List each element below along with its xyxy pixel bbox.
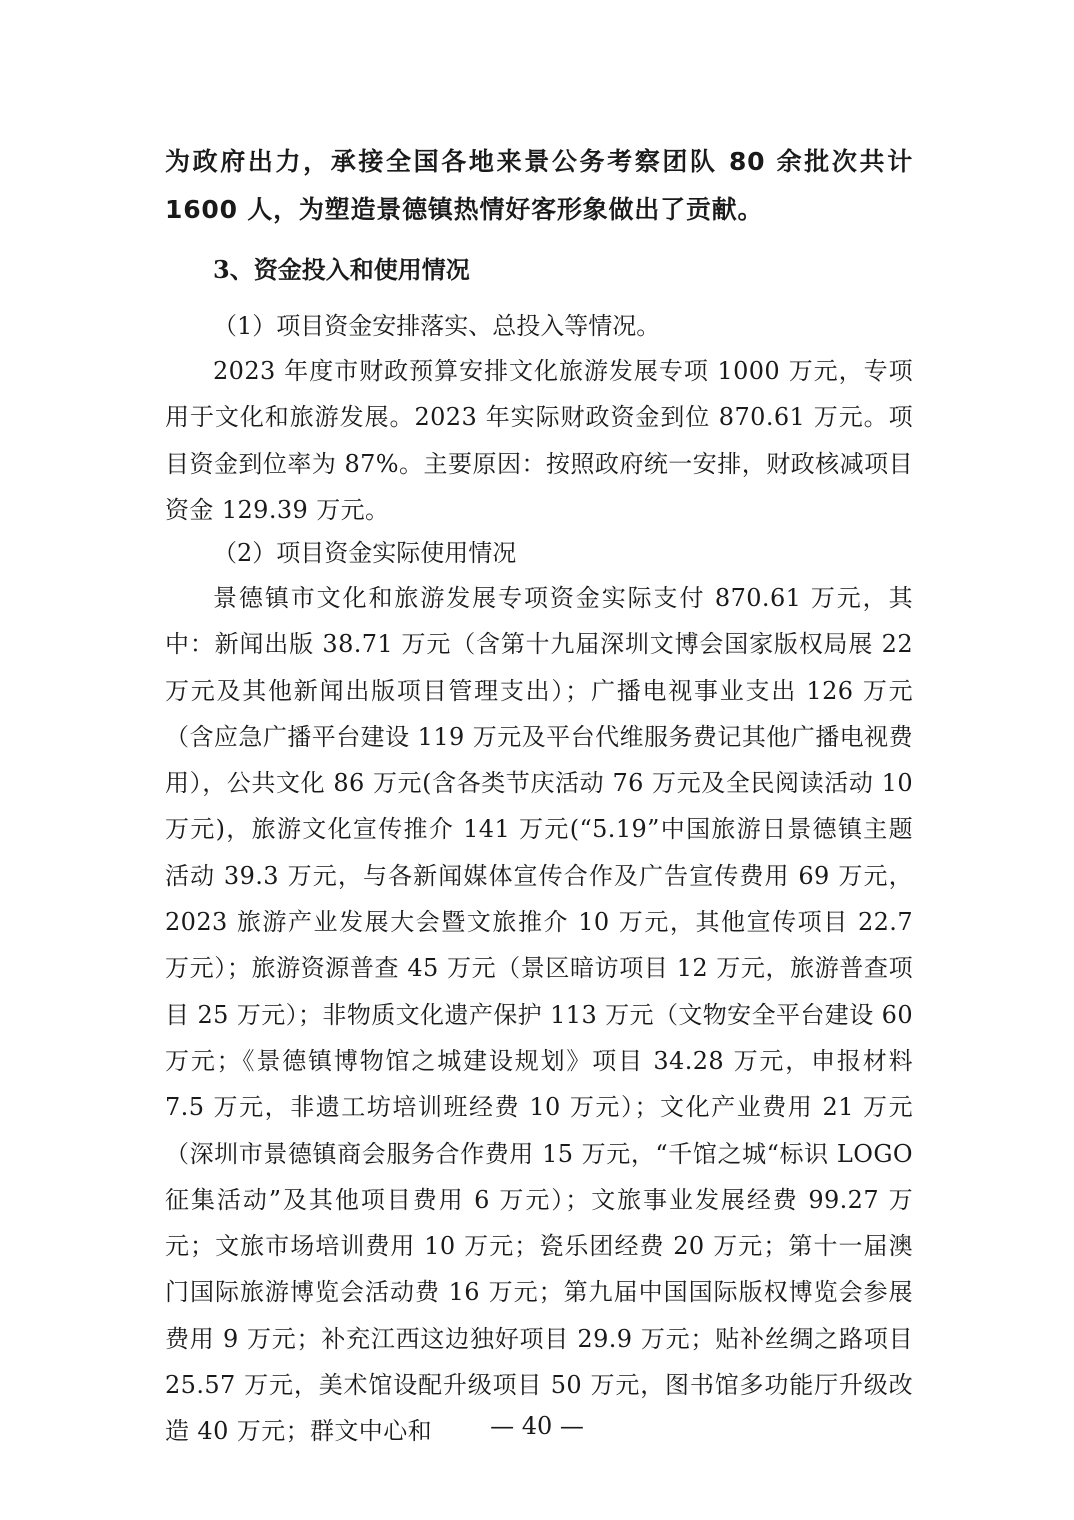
sub-heading-usage: （2）项目资金实际使用情况: [213, 539, 517, 567]
section-heading: 3、资金投入和使用情况: [213, 255, 470, 284]
funding-paragraph: 2023 年度市财政预算安排文化旅游发展专项 1000 万元，专项用于文化和旅游发展。2023 年实际财政资金到位 870.61 万元。项目资金到位率为 87%。主要原因：按照政府统一安排，财政核减项目资金 129.39 万元。: [165, 357, 913, 524]
page-number: — 40 —: [490, 1412, 584, 1440]
intro-paragraph: 为政府出力，承接全国各地来景公务考察团队 80 余批次共计 1600 人，为塑造景德镇热情好客形象做出了贡献。: [165, 147, 913, 224]
usage-paragraph: 景德镇市文化和旅游发展专项资金实际支付 870.61 万元，其中：新闻出版 38.71 万元（含第十九届深圳文博会国家版权局展 22 万元及其他新闻出版项目管理支出）；广播电视事业支出 126 万元（含应急广播平台建设 119 万元及平台代维服务费记其他广播电视费用），公共文化 86 万元(含各类节庆活动 76 万元及全民阅读活动 10 万元)，旅游文化宣传推介 141 万元(“5.19”中国旅游日景德镇主题活动 39.3 万元，与各新闻媒体宣传合作及广告宣传费用 69 万元，2023 旅游产业发展大会暨文旅推介 10 万元，其他宣传项目 22.7 万元）；旅游资源普查 45 万元（景区暗访项目 12 万元，旅游普查项目 25 万元）；非物质文化遗产保护 113 万元（文物安全平台建设 60 万元；《景德镇博物馆之城建设规划》项目 34.28 万元，申报材料 7.5 万元，非遗工坊培训班经费 10 万元）；文化产业费用 21 万元（深圳市景德镇商会服务合作费用 15 万元，“千馆之城“标识 LOGO 征集活动”及其他项目费用 6 万元）；文旅事业发展经费 99.27 万元；文旅市场培训费用 10 万元；瓷乐团经费 20 万元；第十一届澳门国际旅游博览会活动费 16 万元；第九届中国国际版权博览会参展费用 9 万元；补充江西这边独好项目 29.9 万元；贴补丝绸之路项目 25.57 万元，美术馆设配升级项目 50 万元，图书馆多功能厅升级改造 40 万元；群文中心和: [165, 584, 913, 1446]
sub-heading-funding: （1）项目资金安排落实、总投入等情况。: [213, 312, 661, 340]
